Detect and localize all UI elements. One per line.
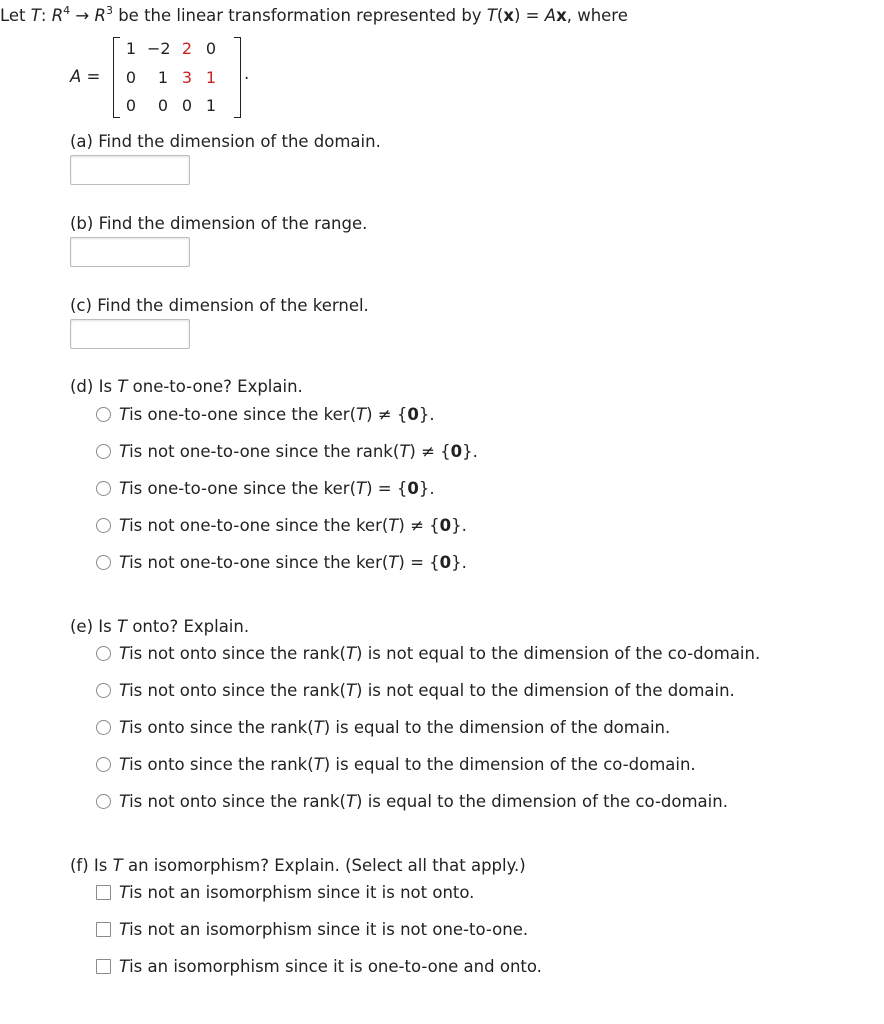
- matrix-cell-highlight: 1: [205, 68, 217, 87]
- matrix-cell-highlight: 3: [181, 68, 193, 87]
- matrix-label: A =: [70, 67, 101, 86]
- checkbox-option-f3[interactable]: T is an isomorphism since it is one-to-one and onto.: [96, 954, 542, 978]
- radio-button[interactable]: [96, 481, 111, 496]
- radio-button[interactable]: [96, 444, 111, 459]
- radio-button[interactable]: [96, 518, 111, 533]
- matrix-cell: 0: [181, 96, 193, 115]
- problem-statement: Let T: $R^4 \to R^3$ be the linear transformation represented by T(x) = Ax, where: [0, 4, 628, 25]
- radio-option-d2[interactable]: T is not one-to-one since the rank( T ) ≠ { 0 }.: [96, 439, 478, 463]
- question-b: (b) Find the dimension of the range.: [70, 214, 368, 233]
- radio-option-e2[interactable]: T is not onto since the rank( T ) is not equal to the dimension of the domain.: [96, 678, 735, 702]
- checkbox-option-f2[interactable]: T is not an isomorphism since it is not one-to-one.: [96, 917, 528, 941]
- matrix-period: .: [244, 64, 250, 83]
- matrix-cell: 0: [205, 39, 217, 58]
- matrix-cell: 1: [205, 96, 217, 115]
- radio-option-d4[interactable]: T is not one-to-one since the ker( T ) ≠ { 0 }.: [96, 513, 467, 537]
- checkbox-option-f1[interactable]: T is not an isomorphism since it is not onto.: [96, 880, 474, 904]
- checkbox[interactable]: [96, 959, 111, 974]
- matrix-a: [113, 37, 241, 120]
- radio-button[interactable]: [96, 683, 111, 698]
- question-e: (e) Is T onto? Explain.: [70, 617, 250, 636]
- domain-exponent: 4: [63, 4, 71, 17]
- answer-input-c[interactable]: [70, 319, 190, 349]
- question-c: (c) Find the dimension of the kernel.: [70, 296, 369, 315]
- radio-button[interactable]: [96, 646, 111, 661]
- matrix-cell-highlight: 2: [181, 39, 193, 58]
- radio-option-d3[interactable]: T is one-to-one since the ker( T ) = { 0 }.: [96, 476, 435, 500]
- matrix-cell: 1: [125, 39, 137, 58]
- matrix-cell: 0: [125, 68, 137, 87]
- matrix-cell: 0: [125, 96, 137, 115]
- question-d: (d) Is T one-to-one? Explain.: [70, 377, 303, 396]
- answer-input-a[interactable]: [70, 155, 190, 185]
- matrix-cell: 0: [157, 96, 169, 115]
- radio-option-e1[interactable]: T is not onto since the rank( T ) is not equal to the dimension of the co-domain.: [96, 641, 760, 665]
- codomain-exponent: 3: [105, 4, 113, 17]
- radio-option-d5[interactable]: T is not one-to-one since the ker( T ) = { 0 }.: [96, 550, 467, 574]
- question-f: (f) Is T an isomorphism? Explain. (Select all that apply.): [70, 856, 526, 875]
- matrix-cell: 1: [157, 68, 169, 87]
- answer-input-b[interactable]: [70, 237, 190, 267]
- radio-option-e4[interactable]: T is onto since the rank( T ) is equal to the dimension of the co-domain.: [96, 752, 696, 776]
- radio-button[interactable]: [96, 757, 111, 772]
- question-a: (a) Find the dimension of the domain.: [70, 132, 381, 151]
- matrix-cell: −2: [147, 39, 171, 58]
- radio-button[interactable]: [96, 407, 111, 422]
- right-bracket: [234, 37, 241, 118]
- radio-option-d1[interactable]: T is one-to-one since the ker( T ) ≠ { 0 }.: [96, 402, 435, 426]
- radio-option-e5[interactable]: T is not onto since the rank( T ) is equal to the dimension of the co-domain.: [96, 789, 728, 813]
- checkbox[interactable]: [96, 885, 111, 900]
- radio-button[interactable]: [96, 720, 111, 735]
- checkbox[interactable]: [96, 922, 111, 937]
- radio-button[interactable]: [96, 794, 111, 809]
- left-bracket: [113, 37, 120, 118]
- radio-option-e3[interactable]: T is onto since the rank( T ) is equal to the dimension of the domain.: [96, 715, 670, 739]
- radio-button[interactable]: [96, 555, 111, 570]
